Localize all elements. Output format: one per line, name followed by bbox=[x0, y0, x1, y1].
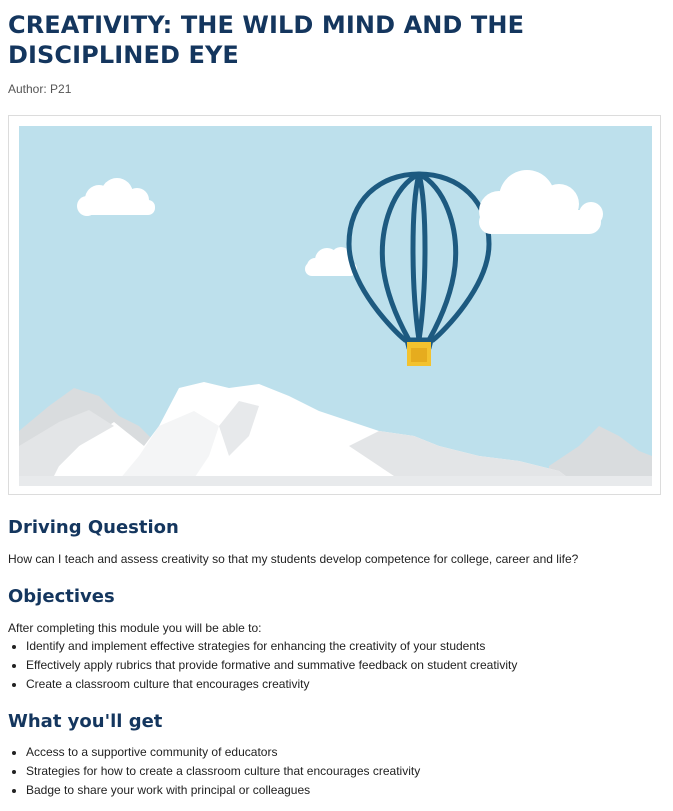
author-line: Author: P21 bbox=[8, 82, 72, 96]
driving-question-text: How can I teach and assess creativity so that my students develop competence for college, career and life? bbox=[8, 552, 579, 566]
list-item: • Create a classroom culture that encourages creativity bbox=[26, 675, 517, 694]
list-item: • Access to a supportive community of educators bbox=[26, 743, 420, 762]
objectives-list bbox=[8, 637, 517, 694]
module-page bbox=[0, 0, 673, 96]
objectives-heading: Objectives bbox=[8, 586, 115, 607]
objectives-intro: After completing this module you will be able to: bbox=[8, 621, 262, 635]
page-title: CREATIVITY: THE WILD MIND AND THE DISCIPLINED EYE bbox=[8, 11, 525, 69]
hero-image-frame bbox=[8, 115, 661, 495]
list-item: • Badge to share your work with principal or colleagues bbox=[26, 781, 420, 800]
driving-question-heading: Driving Question bbox=[8, 517, 179, 538]
hot-air-balloon-illustration bbox=[19, 126, 652, 486]
list-item: • Effectively apply rubrics that provide formative and summative feedback on student creativity bbox=[26, 656, 517, 675]
list-item: • Strategies for how to create a classroom culture that encourages creativity bbox=[26, 762, 420, 781]
what-youll-get-list bbox=[8, 743, 420, 800]
list-item: • Identify and implement effective strategies for enhancing the creativity of your students bbox=[26, 637, 517, 656]
what-youll-get-heading: What you'll get bbox=[8, 711, 163, 732]
